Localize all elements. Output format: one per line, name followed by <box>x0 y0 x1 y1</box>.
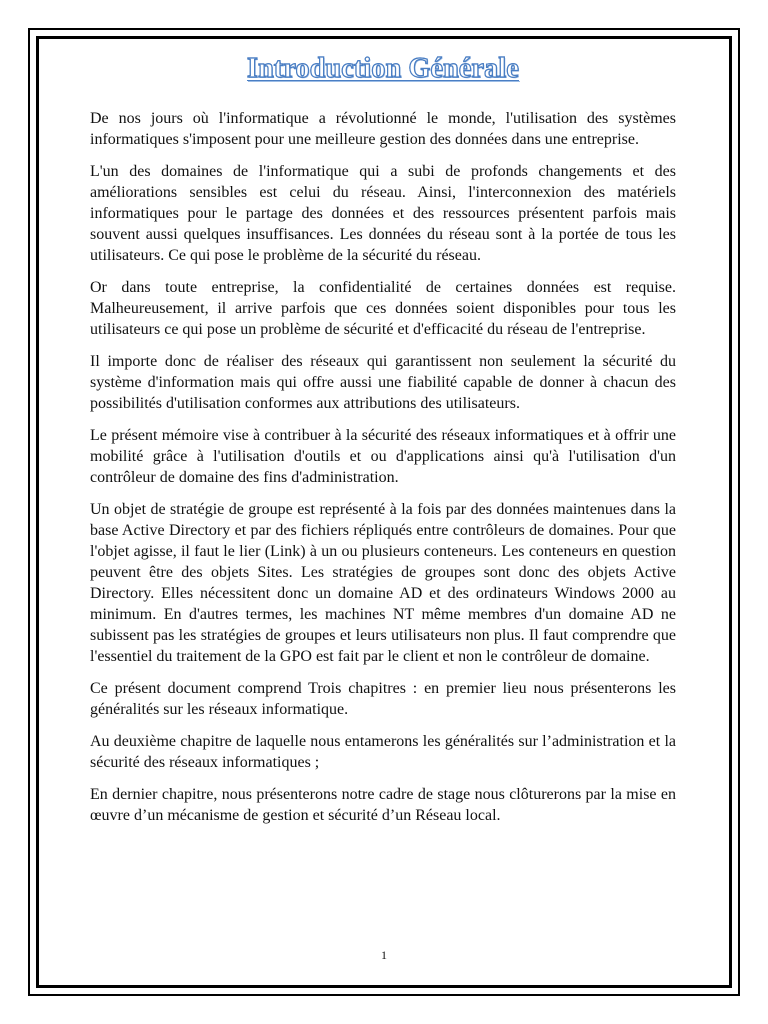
document-body <box>90 52 676 837</box>
paragraph-1: De nos jours où l'informatique a révolutionné le monde, l'utilisation des systèmes informatiques s'imposent pour une meilleure gestion des données dans une entreprise. <box>90 110 676 148</box>
paragraph-4: Il importe donc de réaliser des réseaux qui garantissent non seulement la sécurité du système d'information mais qui offre aussi une fiabilité capable de donner à chacun des possibilités d'utilisation conformes aux attributions des utilisateurs. <box>90 353 676 412</box>
paragraph-8: Au deuxième chapitre de laquelle nous entamerons les généralités sur l’administration et la sécurité des réseaux informatiques ; <box>90 733 676 771</box>
paragraph-2: L'un des domaines de l'informatique qui a subi de profonds changements et des améliorations sensibles est celui du réseau. Ainsi, l'interconnexion des matériels informatiques pour le partage des données et des ressources présentent parfois mais souvent aussi quelques insuffisances. Les données du réseau sont à la portée de tous les utilisateurs. Ce qui pose le problème de la sécurité du réseau. <box>90 163 676 264</box>
page-number: 1 <box>381 948 387 962</box>
paragraph-3: Or dans toute entreprise, la confidentialité de certaines données est requise. Malheureusement, il arrive parfois que ces données soient disponibles pour tous les utilisateurs ce qui pose un problème de sécurité et d'efficacité du réseau de l'entreprise. <box>90 279 676 338</box>
paragraph-9: En dernier chapitre, nous présenterons notre cadre de stage nous clôturerons par la mise en œuvre d’un mécanisme de gestion et sécurité d’un Réseau local. <box>90 786 676 824</box>
paragraph-6: Un objet de stratégie de groupe est représenté à la fois par des données maintenues dans la base Active Directory et par des fichiers répliqués entre contrôleurs de domaines. Pour que l'objet agisse, il faut le lier (Link) à un ou plusieurs conteneurs. Les conteneurs en question peuvent être des objets Sites. Les stratégies de groupes sont donc des objets Active Directory. Elles nécessitent donc un domaine AD et des ordinateurs Windows 2000 au minimum. En d'autres termes, les machines NT même membres d'un domaine AD ne subissent pas les stratégies de groupes et leurs utilisateurs non plus. Il faut comprendre que l'essentiel du traitement de la GPO est fait par le client et non le contrôleur de domaine. <box>90 501 676 665</box>
page-title: Introduction Générale <box>246 53 519 84</box>
paragraph-7: Ce présent document comprend Trois chapitres : en premier lieu nous présenterons les généralités sur les réseaux informatique. <box>90 680 676 718</box>
paragraph-5: Le présent mémoire vise à contribuer à la sécurité des réseaux informatiques et à offrir une mobilité grâce à l'utilisation d'outils et ou d'applications ainsi qu'à l'utilisation d'un contrôleur de domaine des fins d'administration. <box>90 427 676 486</box>
